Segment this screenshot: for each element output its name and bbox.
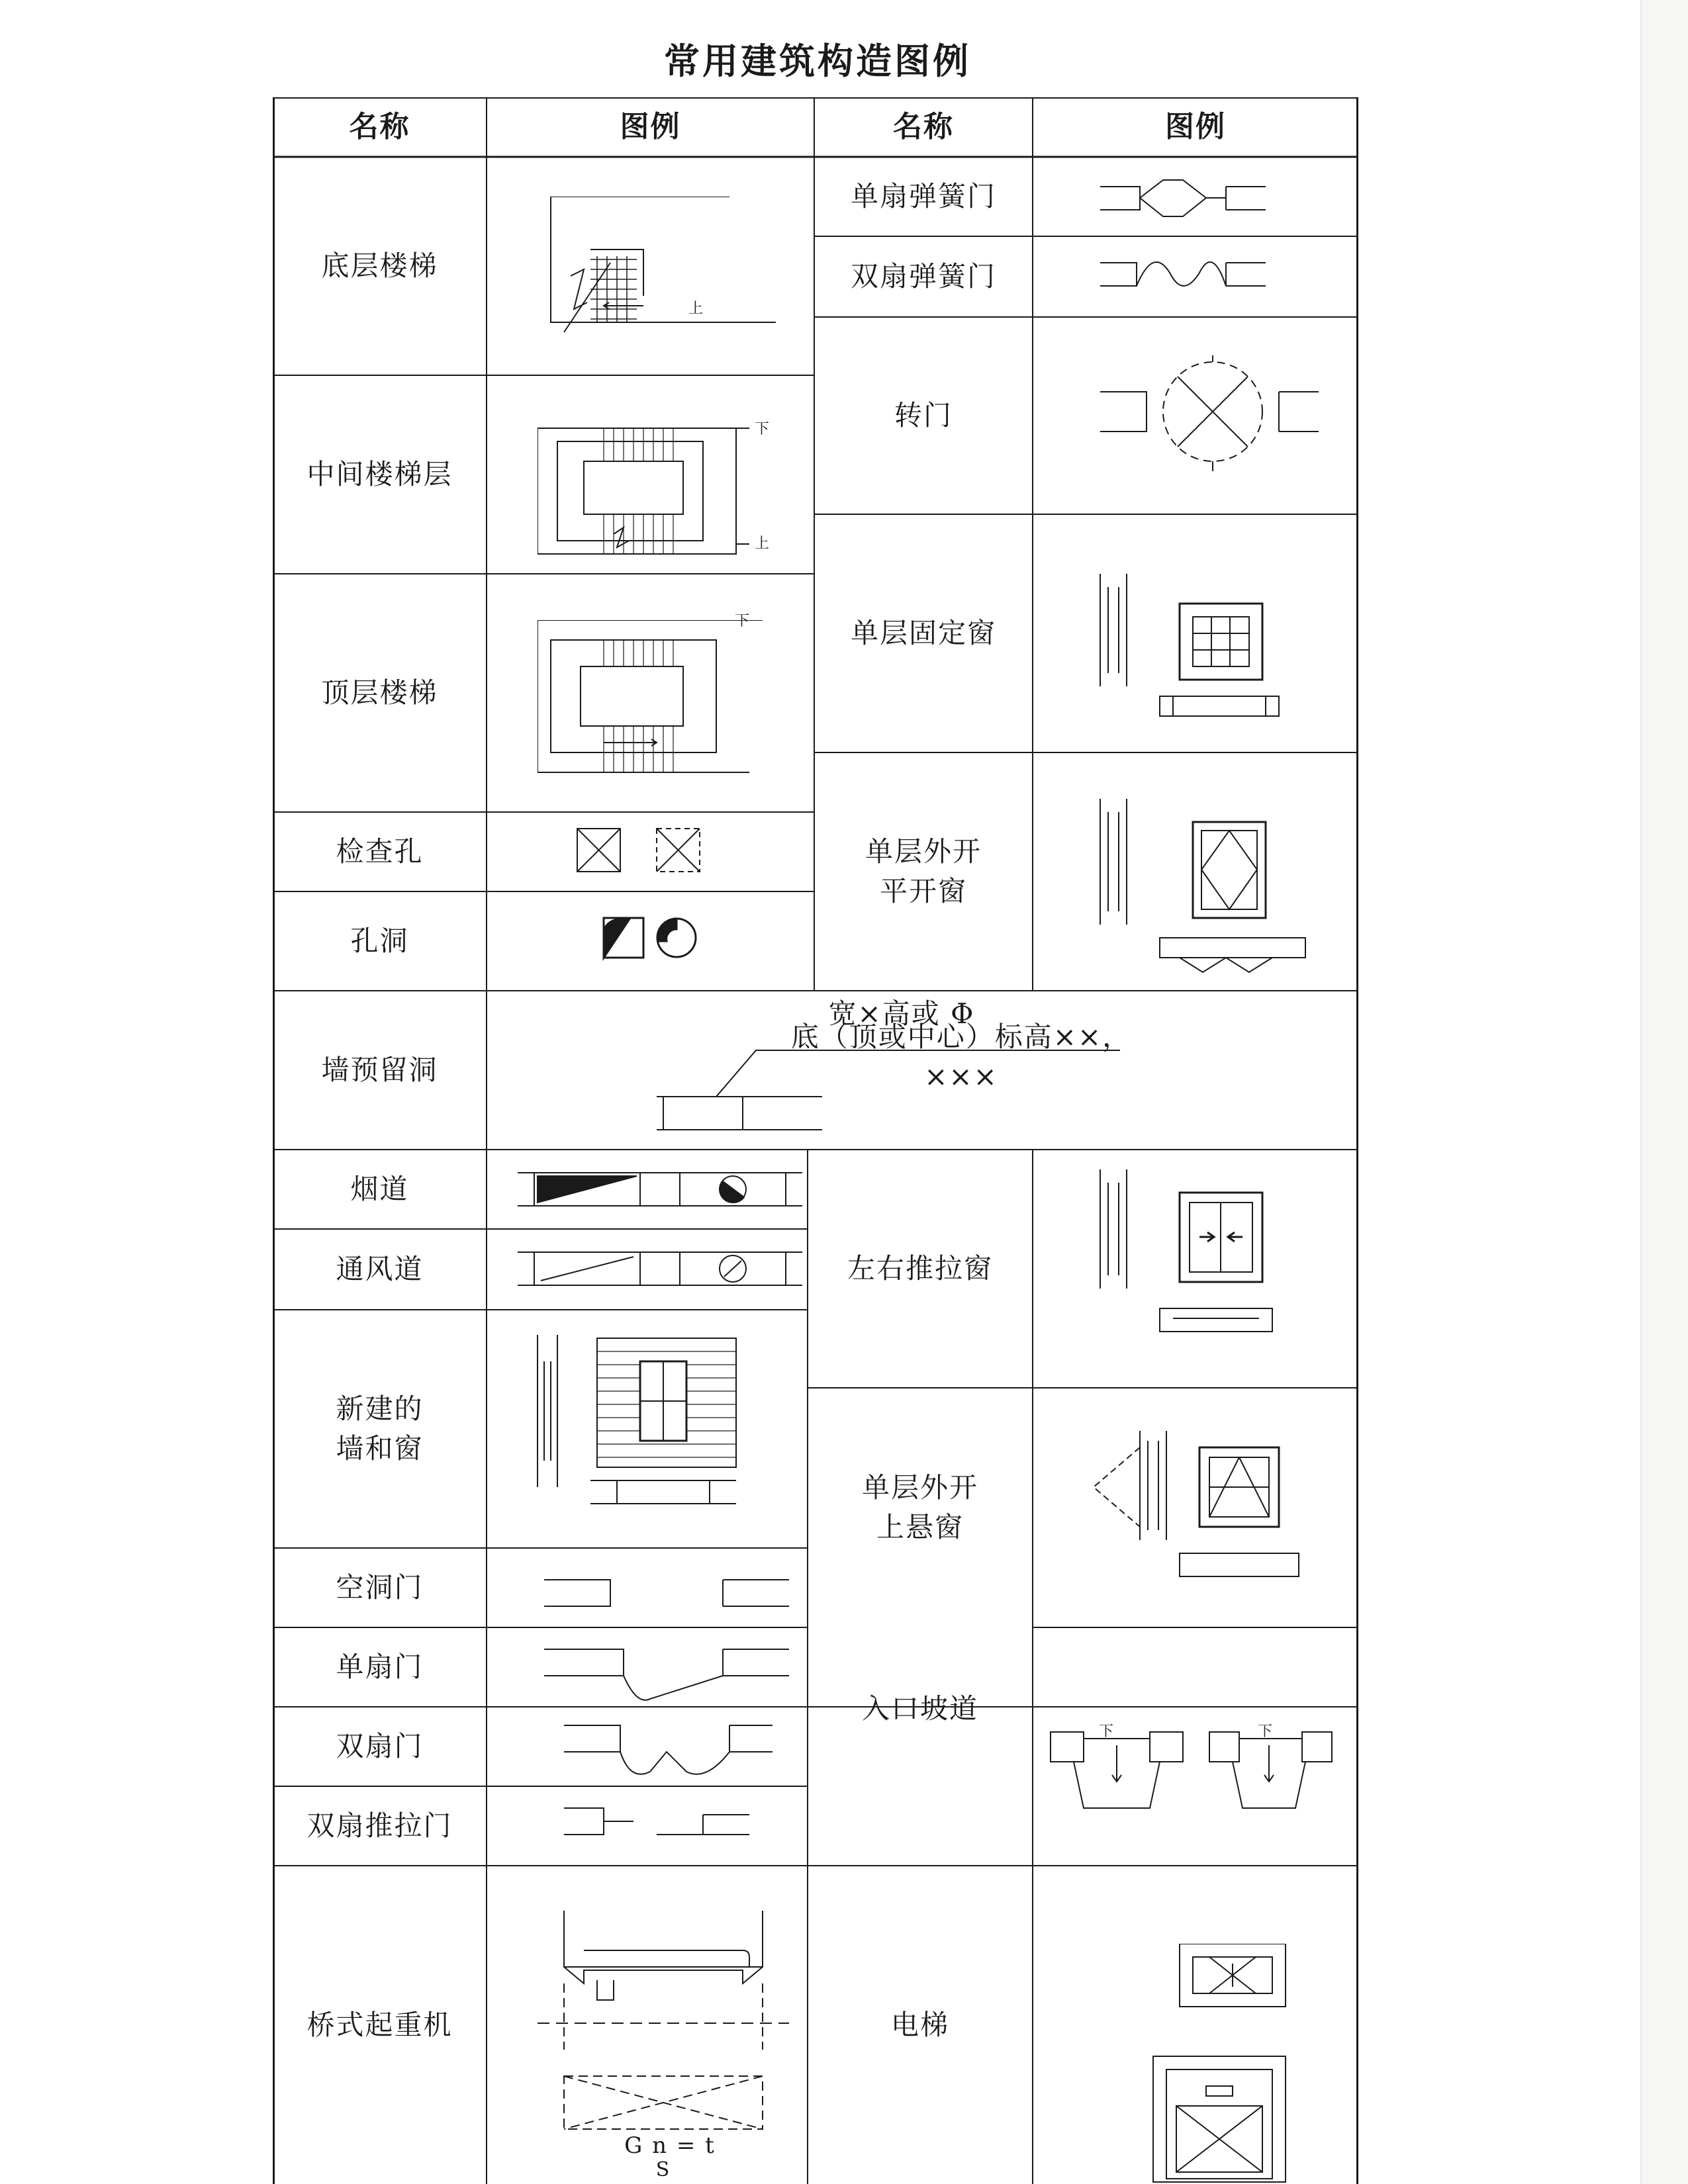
name-sliding-window: 左右推拉窗: [847, 1252, 993, 1285]
entrance-ramp-symbol: [1047, 1712, 1352, 1844]
casement-window-symbol: [1094, 799, 1358, 984]
hole-symbol: [590, 915, 723, 968]
page-title: 常用建筑构造图例: [664, 40, 971, 82]
name-chimney: 烟道: [350, 1173, 409, 1205]
middle-stair-down-label: 下: [754, 421, 771, 437]
name-inspection-hole: 检查孔: [336, 835, 424, 868]
double-spring-door-symbol: [1094, 246, 1312, 306]
name-double-sliding-door: 双扇推拉门: [306, 1809, 453, 1842]
crane-letters: G n = t: [624, 2132, 716, 2159]
name-wall-opening: 墙预留洞: [321, 1054, 438, 1086]
name-empty-door: 空洞门: [336, 1571, 424, 1604]
top-stair-down-label: 下: [734, 613, 751, 629]
wall-opening-elev-text: 底（顶或中心）标高××，×××: [790, 1021, 1132, 1093]
name-bridge-crane: 桥式起重机: [306, 2008, 453, 2041]
crane-letter-s: S: [655, 2158, 671, 2181]
name-entrance-ramp: 入口坡道: [861, 1692, 978, 1725]
sliding-window-symbol: [1094, 1169, 1358, 1355]
revolving-door-symbol: [1100, 355, 1319, 488]
header-name-right: 名称: [893, 110, 954, 144]
ramp-down-label-2: 下: [1257, 1723, 1274, 1740]
elevator-symbol: [1147, 1944, 1305, 2184]
double-sliding-door-symbol: [544, 1798, 796, 1858]
name-revolving-door: 转门: [894, 399, 953, 432]
header-name-left: 名称: [349, 110, 410, 144]
chimney-symbol: [511, 1156, 802, 1222]
top-stair-symbol: [538, 620, 802, 779]
name-top-hung-window: 单层外开 上悬窗: [861, 1471, 978, 1543]
name-casement-window: 单层外开 平开窗: [865, 835, 982, 907]
single-door-symbol: [544, 1639, 796, 1706]
name-double-door: 双扇门: [336, 1730, 424, 1762]
name-new-wall-window: 新建的 墙和窗: [336, 1392, 424, 1465]
wall-opening-size-text: 宽×高或 Φ: [828, 997, 975, 1030]
double-door-symbol: [544, 1715, 796, 1782]
name-elevator: 电梯: [890, 2008, 949, 2041]
vent-symbol: [511, 1236, 802, 1302]
name-middle-stair: 中间楼梯层: [306, 458, 453, 490]
ground-stair-up-label: 上: [688, 300, 704, 317]
single-spring-door-symbol: [1094, 170, 1312, 230]
name-double-spring-door: 双扇弹簧门: [850, 260, 996, 293]
name-single-door: 单扇门: [336, 1651, 424, 1683]
ramp-down-label-1: 下: [1098, 1723, 1115, 1740]
top-hung-window-symbol: [1094, 1421, 1358, 1619]
inspection-hole-symbol: [564, 825, 763, 878]
middle-stair-up-label: 上: [754, 535, 771, 552]
name-ground-stair: 底层楼梯: [321, 250, 438, 282]
new-wall-window-symbol: [531, 1335, 802, 1533]
name-top-stair: 顶层楼梯: [321, 676, 438, 709]
page-edge: [1640, 0, 1688, 2184]
name-single-spring-door: 单扇弹簧门: [850, 180, 996, 212]
legend-table: [273, 97, 1358, 2184]
ground-stair-symbol: [511, 197, 802, 369]
empty-door-symbol: [544, 1570, 796, 1616]
header-legend-right: 图例: [1165, 110, 1226, 144]
name-vent: 通风道: [336, 1253, 424, 1285]
fixed-window-symbol: [1094, 574, 1358, 752]
name-hole: 孔洞: [350, 925, 409, 957]
header-legend-left: 图例: [620, 110, 681, 144]
name-fixed-window: 单层固定窗: [850, 617, 996, 649]
